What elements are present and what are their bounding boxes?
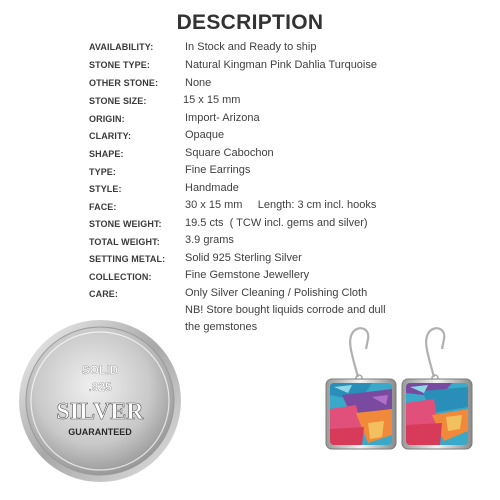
spec-value: Square Cabochon xyxy=(185,147,274,159)
spec-label: COLLECTION: xyxy=(89,272,152,282)
spec-label: TOTAL WEIGHT: xyxy=(89,237,160,247)
turquoise-stone-right xyxy=(406,383,468,445)
spec-value: 15 x 15 mm xyxy=(183,94,241,106)
seal-text-solid: SOLID xyxy=(81,363,119,377)
spec-value: None xyxy=(185,77,212,89)
spec-value: 30 x 15 mm Length: 3 cm incl. hooks xyxy=(185,199,377,211)
spec-label: STYLE: xyxy=(89,184,122,194)
care-note-line: the gemstones xyxy=(185,321,258,333)
spec-value: Fine Gemstone Jewellery xyxy=(185,269,310,281)
earrings-product-image xyxy=(312,325,482,485)
spec-label: CARE: xyxy=(89,289,118,299)
seal-text-silver: SILVER xyxy=(56,399,144,425)
spec-label: SHAPE: xyxy=(89,149,124,159)
spec-label: ORIGIN: xyxy=(89,114,125,124)
spec-label: OTHER STONE: xyxy=(89,78,159,88)
spec-label: TYPE: xyxy=(89,167,117,177)
spec-label: AVAILABILITY: xyxy=(89,42,154,52)
page-title: DESCRIPTION xyxy=(176,11,324,34)
spec-label: FACE: xyxy=(89,202,117,212)
seal-text-925: .925 xyxy=(88,380,112,394)
spec-value: 19.5 cts ( TCW incl. gems and silver) xyxy=(185,217,368,229)
earring-hook-right xyxy=(426,328,444,377)
spec-value: Only Silver Cleaning / Polishing Cloth xyxy=(185,287,368,299)
spec-label: STONE SIZE: xyxy=(89,96,147,106)
spec-value: Fine Earrings xyxy=(185,164,251,176)
spec-label: STONE WEIGHT: xyxy=(89,219,162,229)
spec-value: 3.9 grams xyxy=(185,234,234,246)
spec-value: Solid 925 Sterling Silver xyxy=(185,252,302,264)
spec-label: CLARITY: xyxy=(89,131,132,141)
earring-hook-left xyxy=(350,328,368,377)
care-note-line: NB! Store bought liquids corrode and dull xyxy=(185,304,386,316)
turquoise-stone-left xyxy=(330,383,392,445)
seal-text-guaranteed: GUARANTEED xyxy=(68,427,132,437)
spec-value: Opaque xyxy=(185,129,225,141)
spec-value: Handmade xyxy=(185,182,239,194)
spec-value: In Stock and Ready to ship xyxy=(185,41,317,53)
spec-label: SETTING METAL: xyxy=(89,254,166,264)
spec-value: Natural Kingman Pink Dahlia Turquoise xyxy=(185,59,377,71)
silver-guarantee-seal xyxy=(16,318,184,484)
spec-value: Import- Arizona xyxy=(185,112,260,124)
spec-label: STONE TYPE: xyxy=(89,60,150,70)
